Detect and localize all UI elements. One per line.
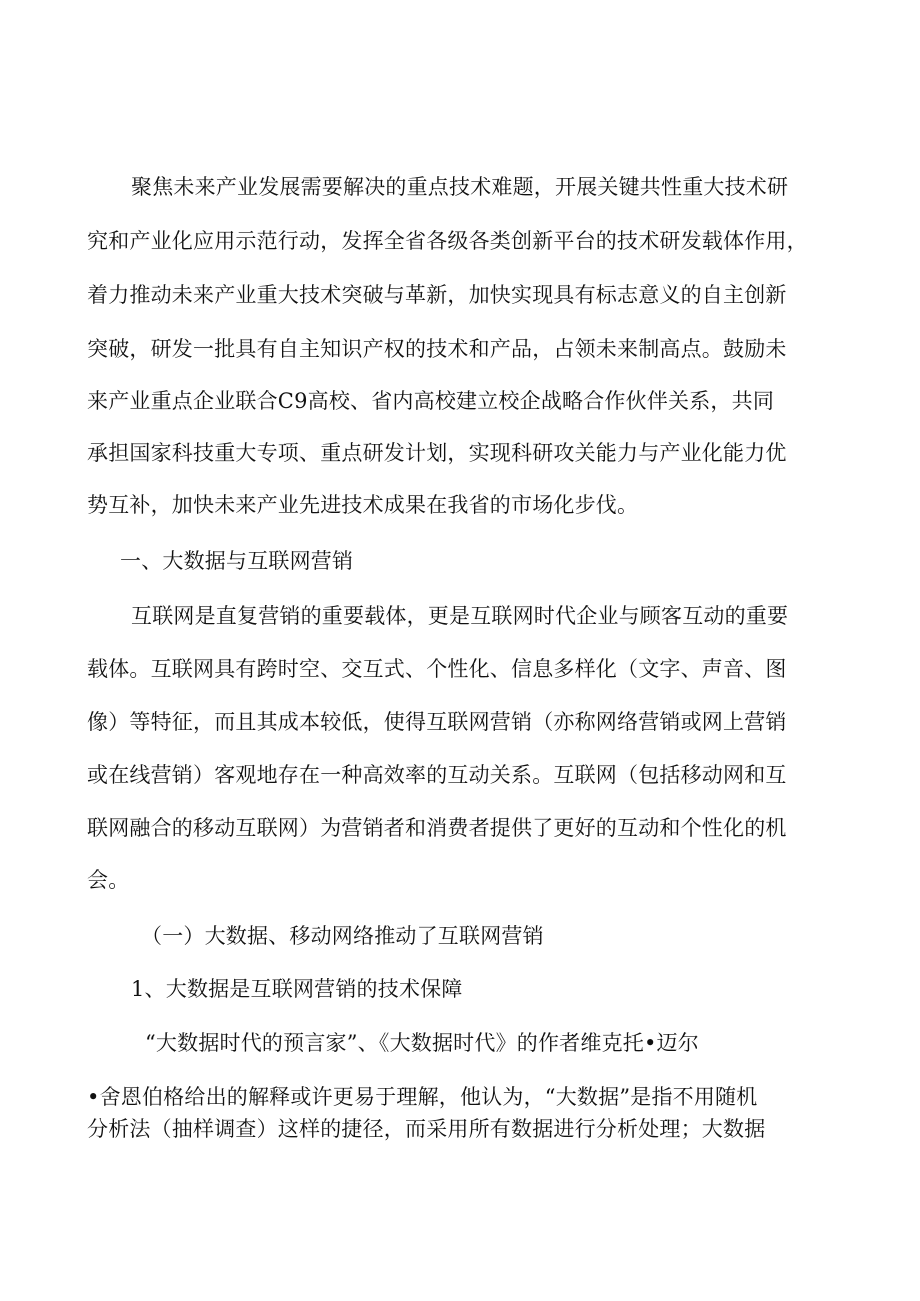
section-heading-1: 一、大数据与互联网营销 [120,549,354,573]
paragraph-1-line-2: 究和产业化应用示范行动，发挥全省各级各类创新平台的技术研发载体作用， [87,229,808,253]
paragraph-2-line-1: 互联网是直复营销的重要载体，更是互联网时代企业与顾客互动的重要 [131,604,789,628]
paragraph-2-line-6: 会。 [87,868,130,892]
paragraph-1-line-6: 承担国家科技重大专项、重点研发计划，实现科研攻关能力与产业化能力优 [87,441,787,465]
paragraph-3-line-3: 分析法（抽样调查）这样的捷径，而采用所有数据进行分析处理；大数据 [87,1117,766,1141]
paragraph-2-line-3: 像）等特征，而且其成本较低，使得互联网营销（亦称网络营销或网上营销 [87,710,787,734]
paragraph-1-line-3: 着力推动未来产业重大技术突破与革新，加快实现具有标志意义的自主创新 [87,283,787,307]
paragraph-1-line-1: 聚焦未来产业发展需要解决的重点技术难题，开展关键共性重大技术研 [131,175,789,199]
paragraph-1-line-5: 来产业重点企业联合C9高校、省内高校建立校企战略合作伙伴关系，共同 [87,389,775,413]
section-heading-3: 1、大数据是互联网营销的技术保障 [131,977,463,1001]
paragraph-1-line-4: 突破，研发一批具有自主知识产权的技术和产品，占领未来制高点。鼓励未 [87,337,787,361]
section-heading-2: （一）大数据、移动网络推动了互联网营销 [141,924,544,948]
paragraph-3-line-1: “大数据时代的预言家”、《大数据时代》的作者维克托•迈尔 [145,1031,699,1055]
paragraph-2-line-4: 或在线营销）客观地存在一种高效率的互动关系。互联网（包括移动网和互 [87,763,787,787]
paragraph-3-line-2: •舍恩伯格给出的解释或许更易于理解，他认为，“大数据”是指不用随机 [87,1085,758,1109]
paragraph-1-line-7: 势互补，加快未来产业先进技术成果在我省的市场化步伐。 [87,493,639,517]
paragraph-2-line-5: 联网融合的移动互联网）为营销者和消费者提供了更好的互动和个性化的机 [87,816,787,840]
paragraph-2-line-2: 载体。互联网具有跨时空、交互式、个性化、信息多样化（文字、声音、图 [87,657,787,681]
